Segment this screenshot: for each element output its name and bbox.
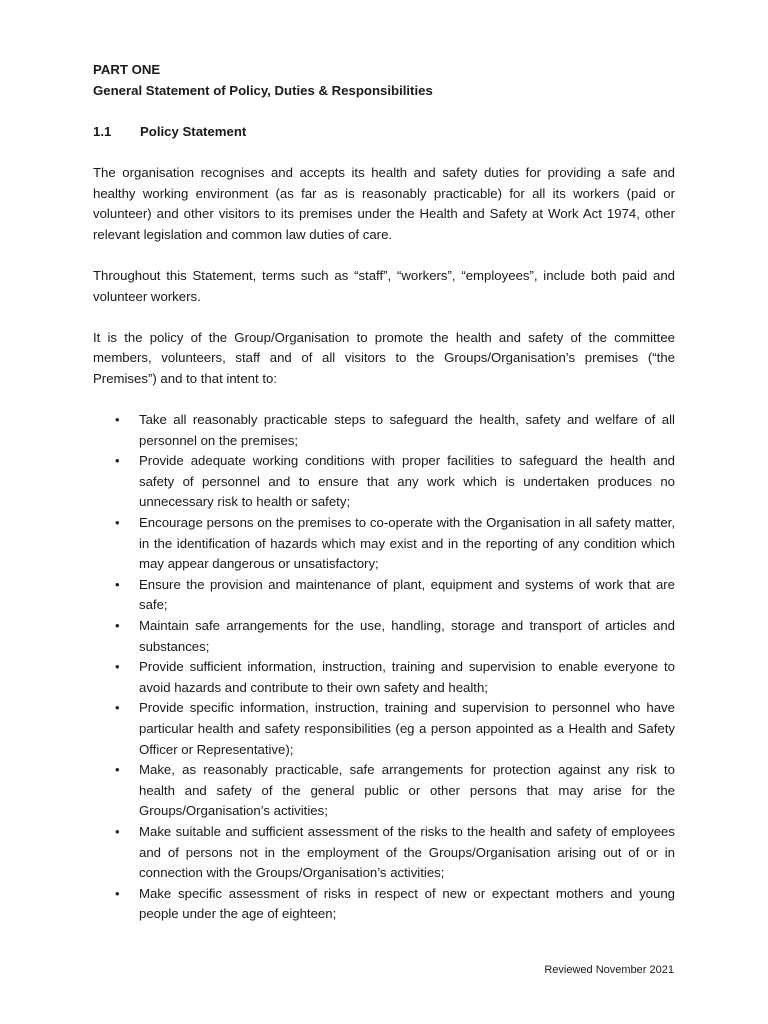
list-item-text: Provide adequate working conditions with proper facilities to safeguard the health and safety of personnel and to ensure that any work which is undertaken produces no unnecessary risk to health or safety; (139, 453, 675, 510)
bullet-icon: • (115, 659, 120, 675)
part-label: PART ONE (93, 62, 161, 77)
list-item (93, 513, 675, 575)
list-item-text: Make specific assessment of risks in respect of new or expectant mothers and young people under the age of eighteen; (139, 885, 675, 922)
list-item-text: Provide sufficient information, instruction, training and supervision to enable everyone to avoid hazards and contribute to their own safety and health; (139, 659, 675, 695)
list-item-text: Make, as reasonably practicable, safe arrangements for protection against any risk to health and safety of the general public or other persons that may arise for the Groups/Organisation’s activities; (139, 762, 675, 819)
list-item-text: Ensure the provision and maintenance of plant, equipment and systems of work that are safe; (139, 576, 675, 613)
list-item-text: Provide specific information, instruction, training and supervision to personnel who have particular health and safety responsibilities (eg a person appointed as a Health and Safety Officer or Representative); (139, 700, 675, 757)
bullet-icon: • (115, 515, 120, 531)
bullet-icon: • (115, 762, 120, 778)
paragraph: Throughout this Statement, terms such as “staff”, “workers”, “employees”, include both paid and volunteer workers. (93, 267, 675, 304)
list-item (93, 698, 675, 760)
paragraph: It is the policy of the Group/Organisation to promote the health and safety of the committee members, volunteers, staff and of all visitors to the Groups/Organisation’s premises (“the Premises”) and to that intent to: (93, 329, 675, 386)
paragraph: The organisation recognises and accepts its health and safety duties for providing a safe and healthy working environment (as far as is reasonably practicable) for all its workers (paid or volunteer) and other visitors to its premises under the Health and Safety at Work Act 1974, other relevant legislation and common law duties of care. (93, 164, 675, 242)
bullet-icon: • (115, 576, 120, 592)
list-item-text: Make suitable and sufficient assessment of the risks to the health and safety of employees and of persons not in the employment of the Groups/Organisation arising out of or in connection with the Groups/Organisation’s activities; (139, 823, 675, 881)
list-item (93, 657, 675, 698)
bullet-icon: • (115, 453, 120, 469)
page-footer: Reviewed November 2021 (544, 964, 674, 976)
list-item (93, 884, 675, 925)
part-subtitle: General Statement of Policy, Duties & Responsibilities (93, 82, 433, 98)
list-item (93, 575, 675, 616)
list-item-text: Take all reasonably practicable steps to safeguard the health, safety and welfare of all personnel on the premises; (139, 412, 675, 448)
bullet-icon: • (115, 885, 120, 901)
bullet-icon: • (115, 823, 120, 839)
bullet-icon: • (115, 618, 120, 634)
section-number: 1.1 (93, 123, 112, 139)
document-body (93, 60, 675, 925)
part-heading (93, 60, 675, 101)
section-title: Policy Statement (140, 123, 247, 139)
bullet-icon: • (115, 412, 120, 428)
list-item (93, 451, 675, 513)
list-item (93, 616, 675, 657)
list-item (93, 760, 675, 822)
list-item (93, 822, 675, 884)
list-item-text: Maintain safe arrangements for the use, handling, storage and transport of articles and substances; (139, 618, 675, 654)
list-item (93, 410, 675, 451)
section-heading (93, 122, 675, 143)
bullet-icon: • (115, 700, 120, 716)
policy-bullet-list (93, 410, 675, 925)
list-item-text: Encourage persons on the premises to co-operate with the Organisation in all safety matter, in the identification of hazards which may exist and in the reporting of any condition which may appear dangerous or unsatisfactory; (139, 515, 675, 572)
